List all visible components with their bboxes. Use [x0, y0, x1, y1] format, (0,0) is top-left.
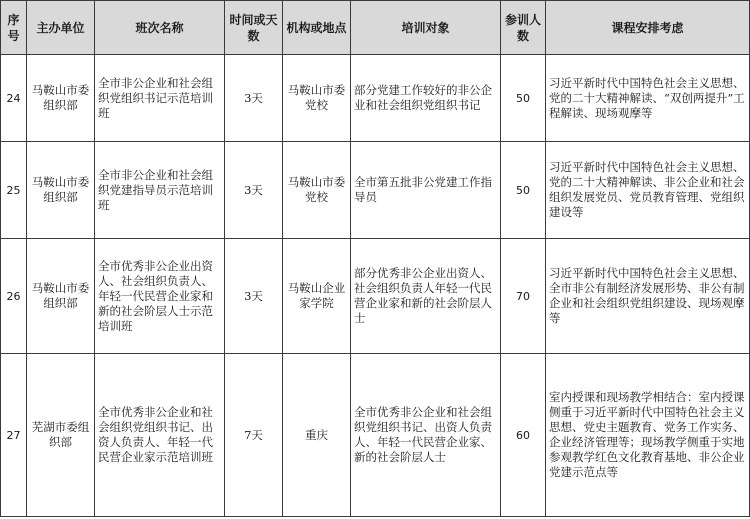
cell-target: 部分党建工作较好的非公企业和社会组织党组织书记	[351, 55, 501, 142]
cell-location: 马鞍山市委党校	[283, 142, 351, 239]
cell-location: 马鞍山市委党校	[283, 55, 351, 142]
cell-participants: 70	[501, 239, 546, 354]
cell-org: 马鞍山市委组织部	[27, 142, 95, 239]
cell-participants: 50	[501, 142, 546, 239]
cell-participants: 50	[501, 55, 546, 142]
header-participants: 参训人数	[501, 1, 546, 55]
header-curriculum: 课程安排考虑	[546, 1, 750, 55]
header-seq: 序号	[1, 1, 27, 55]
cell-target: 全市优秀非公企业和社会组织党组织书记、出资人负责人、年轻一代民营企业家、新的社会阶层人士	[351, 354, 501, 517]
cell-location: 重庆	[283, 354, 351, 517]
cell-class-name: 全市非公企业和社会组织党建指导员示范培训班	[95, 142, 225, 239]
header-location: 机构或地点	[283, 1, 351, 55]
cell-duration: 3天	[225, 239, 283, 354]
cell-seq: 24	[1, 55, 27, 142]
header-class-name: 班次名称	[95, 1, 225, 55]
cell-class-name: 全市非公企业和社会组织党组织书记示范培训班	[95, 55, 225, 142]
cell-location: 马鞍山企业家学院	[283, 239, 351, 354]
cell-duration: 3天	[225, 142, 283, 239]
header-org: 主办单位	[27, 1, 95, 55]
table-row	[1, 55, 750, 142]
cell-curriculum: 习近平新时代中国特色社会主义思想、党的二十大精神解读、“双创两提升”工程解读、现场观摩等	[546, 55, 750, 142]
cell-seq: 26	[1, 239, 27, 354]
cell-curriculum: 习近平新时代中国特色社会主义思想、党的二十大精神解读、非公企业和社会组织发展党员、党员教育管理、党组织建设等	[546, 142, 750, 239]
header-duration: 时间或天数	[225, 1, 283, 55]
table-row	[1, 239, 750, 354]
header-target: 培训对象	[351, 1, 501, 55]
cell-participants: 60	[501, 354, 546, 517]
cell-duration: 3天	[225, 55, 283, 142]
cell-class-name: 全市优秀非公企业出资人、社会组织负责人、年轻一代民营企业家和新的社会阶层人士示范培训班	[95, 239, 225, 354]
cell-seq: 25	[1, 142, 27, 239]
cell-class-name: 全市优秀非公企业和社会组织党组织书记、出资人负责人、年轻一代民营企业家示范培训班	[95, 354, 225, 517]
table-row	[1, 354, 750, 517]
cell-org: 马鞍山市委组织部	[27, 55, 95, 142]
cell-seq: 27	[1, 354, 27, 517]
cell-org: 芜湖市委组织部	[27, 354, 95, 517]
cell-target: 部分优秀非公企业出资人、社会组织负责人年轻一代民营企业家和新的社会阶层人士	[351, 239, 501, 354]
cell-target: 全市第五批非公党建工作指导员	[351, 142, 501, 239]
cell-org: 马鞍山市委组织部	[27, 239, 95, 354]
cell-curriculum: 室内授课和现场教学相结合：室内授课侧重于习近平新时代中国特色社会主义思想、党史主题教育、党务工作实务、企业经济管理等；现场教学侧重于实地参观教学红色文化教育基地、非公企业党建示范点等	[546, 354, 750, 517]
cell-duration: 7天	[225, 354, 283, 517]
cell-curriculum: 习近平新时代中国特色社会主义思想、全市非公有制经济发展形势、非公有制企业和社会组织党组织建设、现场观摩等	[546, 239, 750, 354]
header-row	[1, 1, 750, 55]
table-row	[1, 142, 750, 239]
